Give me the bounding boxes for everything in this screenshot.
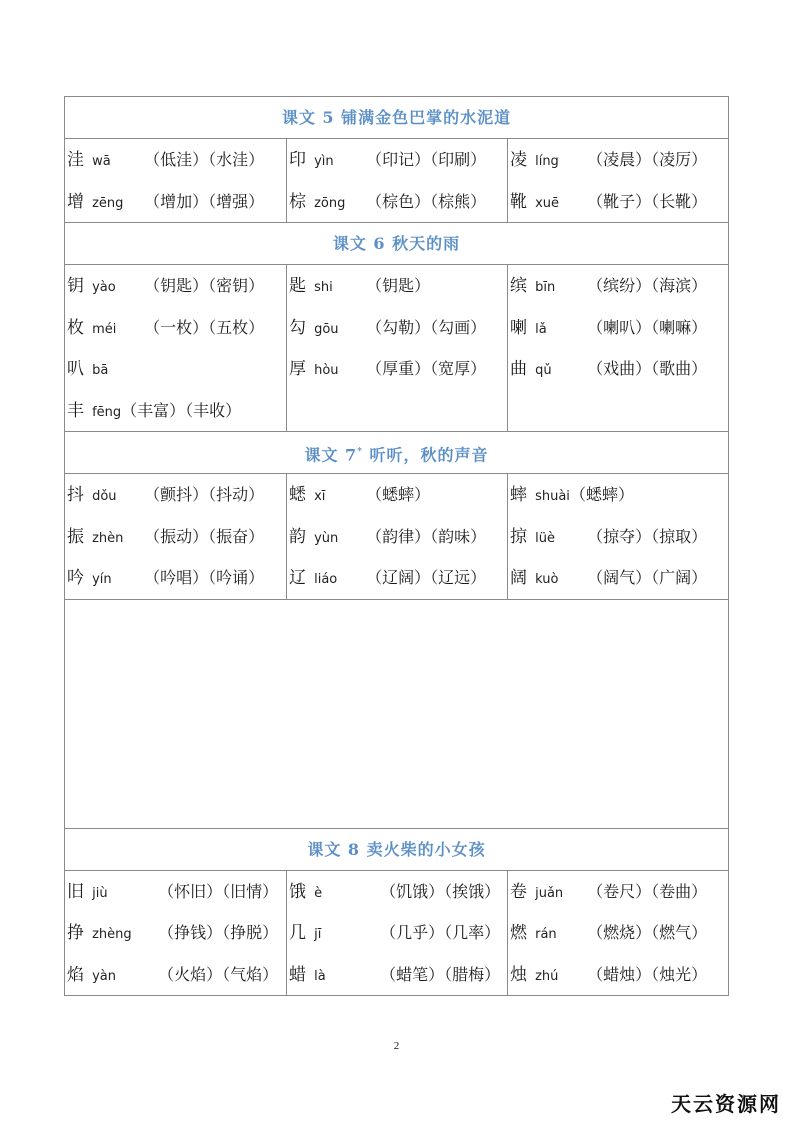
word-list: （喇叭）（喇嘛） (587, 317, 708, 337)
char-entry (289, 139, 505, 181)
lesson-8-col-1 (65, 871, 286, 996)
character: 叭 (67, 359, 84, 379)
char-entry (289, 516, 505, 558)
word-list: （卷尺）（卷曲） (587, 881, 708, 901)
pinyin: jiù (92, 885, 108, 901)
character: 阔 (510, 568, 527, 588)
character: 燃 (510, 923, 527, 943)
lesson-5-col-2 (286, 139, 507, 222)
word-list: （厚重）（宽厚） (366, 359, 487, 378)
character: 焰 (67, 964, 84, 985)
char-entry (67, 390, 284, 432)
word-list: （燃烧）（燃气） (587, 923, 708, 942)
char-entry (510, 474, 726, 516)
pinyin: bīn (535, 280, 556, 295)
character: 洼 (67, 150, 84, 170)
word-list: （蜡烛）（烛光） (587, 964, 708, 984)
lesson-5-col-1 (65, 139, 286, 222)
character: 丰 (67, 400, 84, 421)
lesson-7-title (65, 432, 728, 474)
char-entry (289, 265, 505, 307)
character: 卷 (510, 881, 527, 902)
character: 靴 (510, 191, 527, 212)
pinyin: zēng (92, 195, 124, 211)
char-entry (510, 181, 726, 223)
char-entry (67, 474, 284, 516)
word-list: （低洼）（水洼） (144, 150, 265, 169)
lesson-7-col-3 (507, 474, 728, 599)
pinyin: méi (92, 321, 117, 337)
char-entry (510, 954, 726, 996)
word-list: （蟋蟀） (569, 485, 634, 504)
lesson-5-row (65, 139, 728, 223)
word-list: （火焰）（气焰） (158, 964, 279, 984)
char-entry (289, 348, 505, 390)
char-entry (510, 871, 726, 913)
character: 饿 (289, 881, 306, 902)
word-list: （掠夺）（掠取） (587, 526, 708, 546)
pinyin: yìn (314, 154, 334, 169)
lesson-8-title: 课文 8 卖火柴的小女孩 (65, 829, 728, 871)
word-list: （挣钱）（挣脱） (158, 923, 279, 942)
character: 棕 (289, 191, 306, 212)
word-list: （饥饿）（挨饿） (380, 881, 501, 901)
char-entry (67, 871, 284, 913)
lesson-6-col-1 (65, 265, 286, 431)
char-entry (67, 265, 284, 307)
character: 旧 (67, 881, 84, 902)
pinyin: è (314, 885, 323, 901)
character: 钥 (67, 276, 84, 296)
word-list: （颤抖）（抖动） (144, 485, 265, 504)
character: 韵 (289, 526, 306, 547)
char-entry (510, 307, 726, 349)
word-list: （韵律）（韵味） (366, 526, 487, 546)
pinyin: gōu (314, 321, 339, 337)
char-entry (289, 954, 505, 996)
lesson-6-col-2 (286, 265, 507, 431)
pinyin: shuài (535, 489, 570, 504)
pinyin: juǎn (535, 885, 564, 901)
lesson-5-title: 课文 5 铺满金色巴掌的水泥道 (65, 97, 728, 139)
char-entry (289, 871, 505, 913)
word-list: （蜡笔）（腊梅） (380, 964, 501, 984)
character: 缤 (510, 276, 527, 296)
char-entry (289, 557, 505, 599)
word-list: （一枚）（五枚） (144, 317, 265, 337)
character: 几 (289, 923, 306, 943)
pinyin: qǔ (535, 363, 552, 378)
char-entry (289, 474, 505, 516)
vocabulary-table (64, 96, 729, 996)
word-list: （印记）（印刷） (366, 150, 487, 169)
char-entry (67, 954, 284, 996)
lesson-8-row (65, 871, 728, 996)
lesson-7-title-mark: * (357, 447, 363, 457)
character: 振 (67, 526, 84, 547)
character: 凌 (510, 150, 527, 170)
pinyin: rán (535, 927, 557, 942)
word-list: （增加）（增强） (144, 191, 265, 211)
blank-section (65, 600, 728, 829)
character: 印 (289, 150, 306, 170)
character: 勾 (289, 317, 306, 338)
character: 吟 (67, 568, 84, 588)
word-list: （缤纷）（海滨） (587, 276, 708, 295)
pinyin: hòu (314, 363, 339, 378)
char-entry (289, 912, 505, 954)
pinyin: yín (92, 572, 112, 587)
pinyin: yàn (92, 968, 116, 984)
word-list: （蟋蟀） (366, 485, 431, 504)
lesson-5-col-3 (507, 139, 728, 222)
character: 蜡 (289, 964, 306, 985)
pinyin: liáo (314, 572, 338, 587)
pinyin: bā (92, 363, 109, 378)
character: 枚 (67, 317, 84, 338)
pinyin: lüè (535, 530, 555, 546)
char-entry (67, 912, 284, 954)
pinyin: jī (314, 927, 322, 942)
char-entry (510, 912, 726, 954)
word-list: （振动）（振奋） (144, 526, 265, 546)
pinyin: lǎ (535, 321, 547, 337)
character: 增 (67, 191, 84, 212)
pinyin: xī (314, 489, 326, 504)
char-entry (67, 516, 284, 558)
char-entry (510, 516, 726, 558)
pinyin: zhú (535, 968, 559, 984)
word-list: （棕色）（棕熊） (366, 191, 487, 211)
lesson-7-row (65, 474, 728, 600)
char-entry (510, 557, 726, 599)
character: 辽 (289, 568, 306, 588)
word-list: （吟唱）（吟诵） (144, 568, 265, 587)
character: 抖 (67, 485, 84, 505)
pinyin: xuē (535, 195, 560, 211)
word-list: （勾勒）（勾画） (366, 317, 487, 337)
word-list: （钥匙）（密钥） (144, 276, 265, 295)
lesson-7-title-rest: 听听，秋的声音 (362, 445, 489, 465)
char-entry (67, 348, 284, 390)
character: 曲 (510, 359, 527, 379)
word-list: （辽阔）（辽远） (366, 568, 487, 587)
lesson-7-col-1 (65, 474, 286, 599)
lesson-7-title-main: 课文 7 (304, 445, 358, 465)
char-entry (67, 307, 284, 349)
lesson-8-col-3 (507, 871, 728, 996)
pinyin: dǒu (92, 489, 117, 504)
character: 掠 (510, 526, 527, 547)
character: 厚 (289, 359, 306, 379)
word-list: （丰富）（丰收） (121, 400, 242, 420)
lesson-6-col-3 (507, 265, 728, 431)
character: 蟋 (289, 485, 306, 505)
char-entry (67, 181, 284, 223)
word-list: （几乎）（几率） (380, 923, 501, 942)
pinyin: wā (92, 154, 111, 169)
pinyin: líng (535, 154, 559, 169)
char-entry (510, 139, 726, 181)
pinyin: zhèng (92, 927, 132, 942)
char-entry (510, 348, 726, 390)
pinyin: yùn (314, 530, 339, 546)
lesson-8-col-2 (286, 871, 507, 996)
lesson-6-row (65, 265, 728, 432)
char-entry (289, 181, 505, 223)
word-list: （靴子）（长靴） (587, 191, 708, 211)
word-list: （阔气）（广阔） (587, 568, 708, 587)
char-entry (289, 307, 505, 349)
pinyin: zhèn (92, 530, 124, 546)
pinyin: shi (314, 280, 333, 295)
char-entry (67, 139, 284, 181)
pinyin: yào (92, 280, 116, 295)
word-list: （戏曲）（歌曲） (587, 359, 708, 378)
word-list: （钥匙） (366, 276, 431, 295)
pinyin: kuò (535, 572, 559, 587)
word-list: （怀旧）（旧情） (158, 881, 279, 901)
lesson-7-col-2 (286, 474, 507, 599)
character: 挣 (67, 923, 84, 943)
page-number: 2 (393, 1040, 400, 1052)
character: 喇 (510, 317, 527, 338)
char-entry (510, 265, 726, 307)
character: 烛 (510, 964, 527, 985)
pinyin: là (314, 968, 326, 984)
watermark: 天云资源网 (671, 1092, 781, 1116)
word-list: （凌晨）（凌厉） (587, 150, 708, 169)
pinyin: fēng (92, 404, 122, 420)
pinyin: zōng (314, 195, 346, 211)
char-entry (67, 557, 284, 599)
character: 蟀 (510, 485, 527, 505)
character: 匙 (289, 276, 306, 296)
lesson-6-title: 课文 6 秋天的雨 (65, 223, 728, 265)
